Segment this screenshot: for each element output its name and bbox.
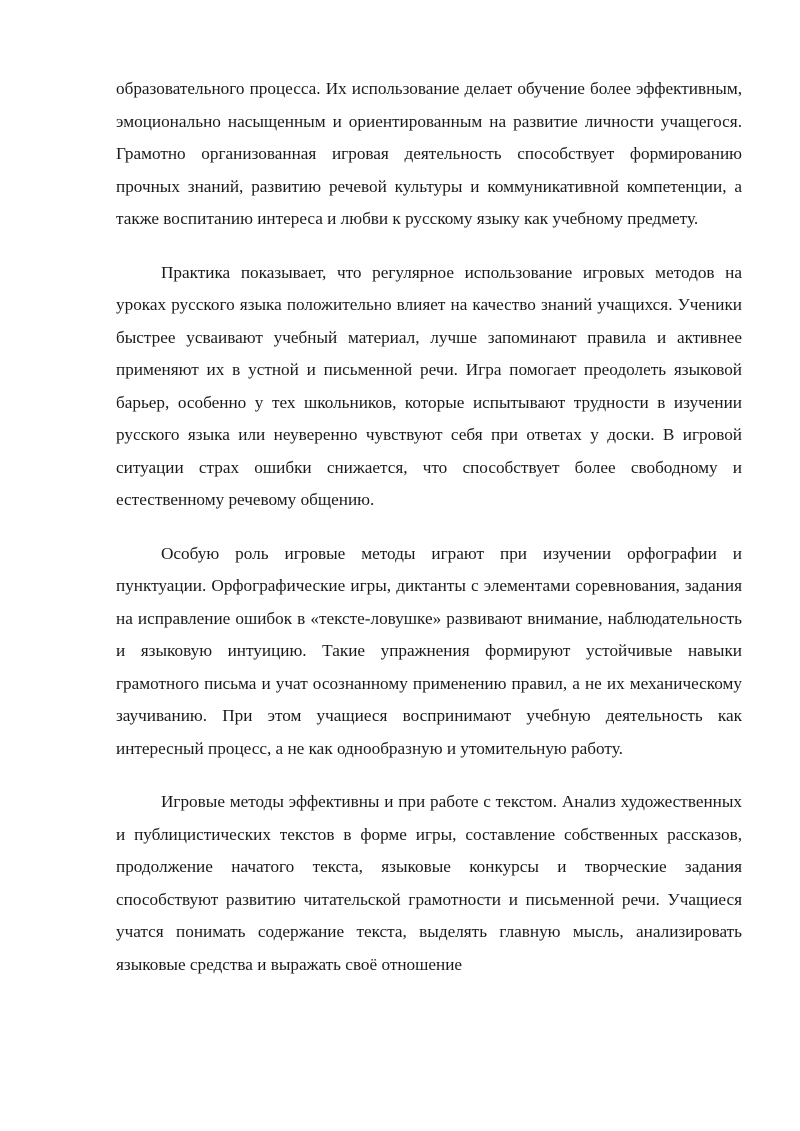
document-page bbox=[116, 73, 742, 981]
paragraph-orthography: Особую роль игровые методы играют при изучении орфографии и пунктуации. Орфографические игры, диктанты с элементами соревнования, задания на исправление ошибок в «тексте-ловушке» развивают внимание, наблюдательность и языковую интуицию. Такие упражнения формируют устойчивые навыки грамотного письма и учат осознанному применению правил, а не их механическому заучиванию. При этом учащиеся воспринимают учебную деятельность как интересный процесс, а не как однообразную и утомительную работу. bbox=[116, 543, 742, 758]
paragraph-continuation: образовательного процесса. Их использование делает обучение более эффективным, эмоционально насыщенным и ориентированным на развитие личности учащегося. Грамотно организованная игровая деятельность способствует формированию прочных знаний, развитию речевой культуры и коммуникативной компетенции, а также воспитанию интереса и любви к русскому языку как учебному предмету. bbox=[116, 79, 742, 228]
paragraph-practice: Практика показывает, что регулярное использование игровых методов на уроках русского языка положительно влияет на качество знаний учащихся. Ученики быстрее усваивают учебный материал, лучше запоминают правила и активнее применяют их в устной и письменной речи. Игра помогает преодолеть языковой барьер, особенно у тех школьников, которые испытывают трудности в изучении русского языка или неуверенно чувствуют себя при ответах у доски. В игровой ситуации страх ошибки снижается, что способствует более свободному и естественному речевому общению. bbox=[116, 262, 742, 509]
paragraph-text-work: Игровые методы эффективны и при работе с текстом. Анализ художественных и публицистических текстов в форме игры, составление собственных рассказов, продолжение начатого текста, языковые конкурсы и творческие задания способствуют развитию читательской грамотности и письменной речи. Учащиеся учатся понимать содержание текста, выделять главную мысль, анализировать языковые средства и выражать своё отношение bbox=[116, 792, 742, 974]
